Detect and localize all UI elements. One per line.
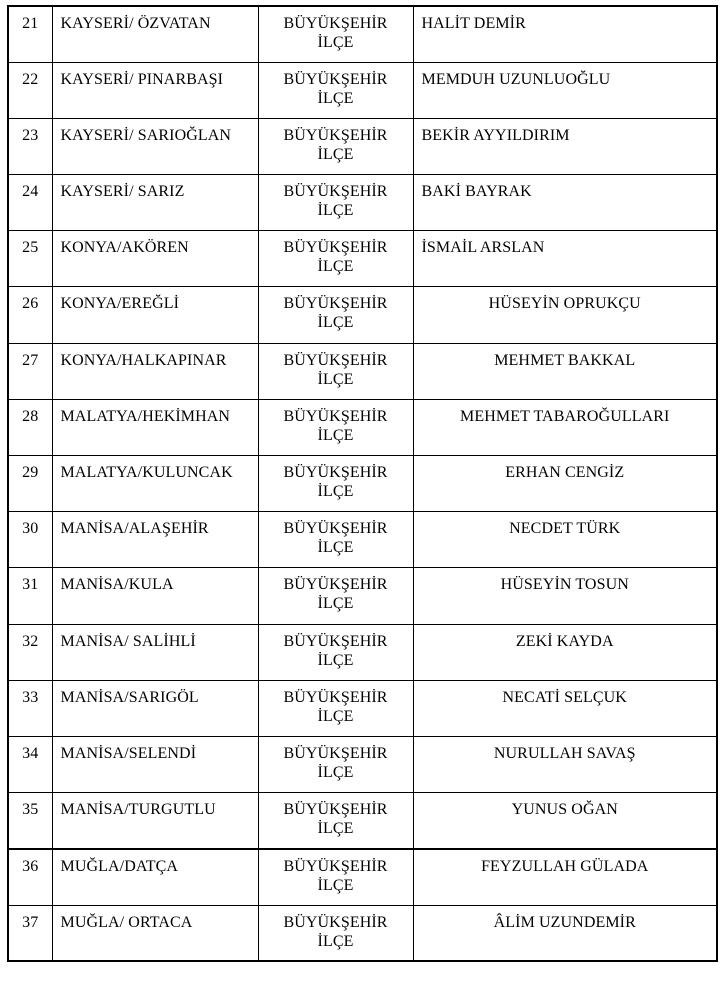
row-number-cell: 27 <box>8 343 52 399</box>
mayor-name-cell: MEHMET BAKKAL <box>413 343 717 399</box>
district-cell: MUĞLA/DATÇA <box>52 849 258 905</box>
row-number-cell: 28 <box>8 399 52 455</box>
municipality-type-cell: BÜYÜKŞEHİR İLÇE <box>258 6 413 62</box>
municipality-type-cell: BÜYÜKŞEHİR İLÇE <box>258 849 413 905</box>
district-cell: KAYSERİ/ PINARBAŞI <box>52 62 258 118</box>
municipality-type-cell: BÜYÜKŞEHİR İLÇE <box>258 624 413 680</box>
municipality-type-cell: BÜYÜKŞEHİR İLÇE <box>258 568 413 624</box>
mayor-name-cell: HALİT DEMİR <box>413 6 717 62</box>
table-row <box>8 118 717 174</box>
row-number-cell: 37 <box>8 905 52 961</box>
row-number-cell: 25 <box>8 231 52 287</box>
district-cell: MANİSA/KULA <box>52 568 258 624</box>
district-cell: MANİSA/ SALİHLİ <box>52 624 258 680</box>
table-row <box>8 512 717 568</box>
district-cell: KONYA/HALKAPINAR <box>52 343 258 399</box>
row-number-cell: 34 <box>8 736 52 792</box>
row-number-cell: 23 <box>8 118 52 174</box>
district-cell: MALATYA/HEKİMHAN <box>52 399 258 455</box>
mayor-name-cell: BEKİR AYYILDIRIM <box>413 118 717 174</box>
mayor-name-cell: HÜSEYİN OPRUKÇU <box>413 287 717 343</box>
row-number-cell: 36 <box>8 849 52 905</box>
district-cell: MANİSA/ALAŞEHİR <box>52 512 258 568</box>
municipality-type-cell: BÜYÜKŞEHİR İLÇE <box>258 175 413 231</box>
district-cell: MUĞLA/ ORTACA <box>52 905 258 961</box>
row-number-cell: 33 <box>8 680 52 736</box>
municipality-type-cell: BÜYÜKŞEHİR İLÇE <box>258 287 413 343</box>
district-cell: MANİSA/SARIGÖL <box>52 680 258 736</box>
row-number-cell: 32 <box>8 624 52 680</box>
row-number-cell: 26 <box>8 287 52 343</box>
table-row <box>8 736 717 792</box>
table-row <box>8 175 717 231</box>
municipality-type-cell: BÜYÜKŞEHİR İLÇE <box>258 399 413 455</box>
row-number-cell: 31 <box>8 568 52 624</box>
municipality-type-cell: BÜYÜKŞEHİR İLÇE <box>258 680 413 736</box>
row-number-cell: 24 <box>8 175 52 231</box>
mayors-table-body <box>8 6 717 961</box>
mayor-name-cell: NURULLAH SAVAŞ <box>413 736 717 792</box>
mayor-name-cell: ZEKİ KAYDA <box>413 624 717 680</box>
table-row <box>8 399 717 455</box>
mayor-name-cell: NECATİ SELÇUK <box>413 680 717 736</box>
row-number-cell: 21 <box>8 6 52 62</box>
municipality-type-cell: BÜYÜKŞEHİR İLÇE <box>258 62 413 118</box>
row-number-cell: 29 <box>8 456 52 512</box>
mayors-table <box>7 5 718 962</box>
row-number-cell: 22 <box>8 62 52 118</box>
mayor-name-cell: FEYZULLAH GÜLADA <box>413 849 717 905</box>
municipality-type-cell: BÜYÜKŞEHİR İLÇE <box>258 343 413 399</box>
district-cell: MANİSA/SELENDİ <box>52 736 258 792</box>
table-row <box>8 456 717 512</box>
municipality-type-cell: BÜYÜKŞEHİR İLÇE <box>258 905 413 961</box>
mayor-name-cell: MEHMET TABAROĞULLARI <box>413 399 717 455</box>
table-row <box>8 793 717 849</box>
municipality-type-cell: BÜYÜKŞEHİR İLÇE <box>258 512 413 568</box>
mayor-name-cell: İSMAİL ARSLAN <box>413 231 717 287</box>
municipality-type-cell: BÜYÜKŞEHİR İLÇE <box>258 736 413 792</box>
mayor-name-cell: NECDET TÜRK <box>413 512 717 568</box>
mayor-name-cell: ÂLİM UZUNDEMİR <box>413 905 717 961</box>
table-row <box>8 624 717 680</box>
table-row <box>8 680 717 736</box>
district-cell: KAYSERİ/ ÖZVATAN <box>52 6 258 62</box>
district-cell: KAYSERİ/ SARIZ <box>52 175 258 231</box>
table-row <box>8 905 717 961</box>
municipality-type-cell: BÜYÜKŞEHİR İLÇE <box>258 793 413 849</box>
mayor-name-cell: ERHAN CENGİZ <box>413 456 717 512</box>
table-row <box>8 343 717 399</box>
row-number-cell: 30 <box>8 512 52 568</box>
municipality-type-cell: BÜYÜKŞEHİR İLÇE <box>258 231 413 287</box>
table-row <box>8 231 717 287</box>
mayor-name-cell: HÜSEYİN TOSUN <box>413 568 717 624</box>
district-cell: KONYA/EREĞLİ <box>52 287 258 343</box>
table-row <box>8 287 717 343</box>
table-row <box>8 849 717 905</box>
district-cell: MALATYA/KULUNCAK <box>52 456 258 512</box>
table-row <box>8 6 717 62</box>
row-number-cell: 35 <box>8 793 52 849</box>
mayor-name-cell: BAKİ BAYRAK <box>413 175 717 231</box>
mayor-name-cell: YUNUS OĞAN <box>413 793 717 849</box>
table-row <box>8 62 717 118</box>
district-cell: KONYA/AKÖREN <box>52 231 258 287</box>
municipality-type-cell: BÜYÜKŞEHİR İLÇE <box>258 456 413 512</box>
municipality-type-cell: BÜYÜKŞEHİR İLÇE <box>258 118 413 174</box>
table-row <box>8 568 717 624</box>
district-cell: MANİSA/TURGUTLU <box>52 793 258 849</box>
mayor-name-cell: MEMDUH UZUNLUOĞLU <box>413 62 717 118</box>
district-cell: KAYSERİ/ SARIOĞLAN <box>52 118 258 174</box>
